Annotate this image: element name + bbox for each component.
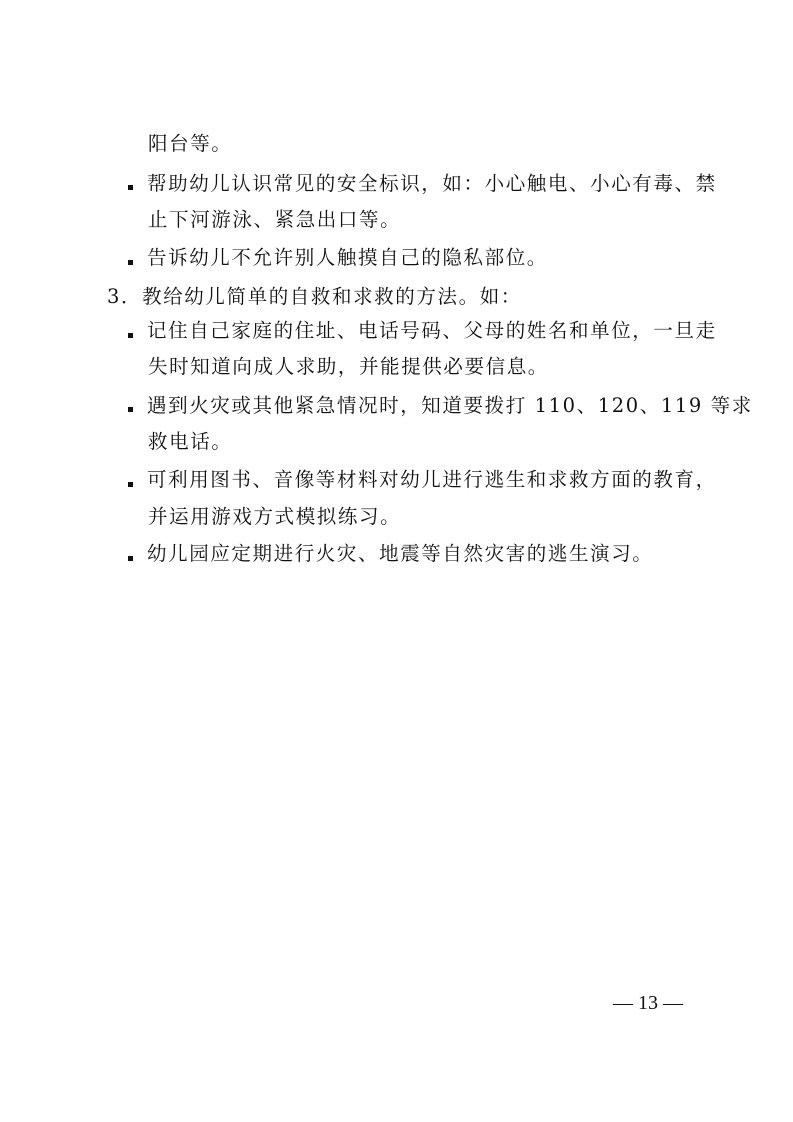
- bullet-icon: [128, 260, 133, 265]
- list-item-text: 可利用图书、音像等材料对幼儿进行逃生和求救方面的教育，: [147, 468, 717, 491]
- bullet-icon: [128, 333, 133, 338]
- list-item-text: 遇到火灾或其他紧急情况时，知道要拨打 110、120、119 等求: [147, 394, 753, 417]
- page-number: — 13 —: [613, 992, 683, 1014]
- bullet-icon: [128, 185, 133, 190]
- text-line: 阳台等。: [148, 132, 233, 155]
- list-item-text: 失时知道向成人求助，并能提供必要信息。: [148, 355, 549, 378]
- list-item-text: 幼儿园应定期进行火灾、地震等自然灾害的逃生演习。: [147, 542, 654, 565]
- bullet-icon: [128, 482, 133, 487]
- list-item-text: 告诉幼儿不允许别人触摸自己的隐私部位。: [147, 246, 548, 269]
- list-item-text: 救电话。: [148, 430, 233, 453]
- list-item-text: 记住自己家庭的住址、电话号码、父母的姓名和单位，一旦走: [147, 319, 717, 342]
- list-item-text: 并运用游戏方式模拟练习。: [148, 505, 402, 528]
- bullet-icon: [128, 556, 133, 561]
- bullet-icon: [128, 407, 133, 412]
- numbered-heading: 3．教给幼儿简单的自救和求救的方法。如：: [107, 285, 522, 308]
- list-item-text: 止下河游泳、紧急出口等。: [148, 208, 402, 231]
- list-item-text: 帮助幼儿认识常见的安全标识，如：小心触电、小心有毒、禁: [147, 172, 717, 195]
